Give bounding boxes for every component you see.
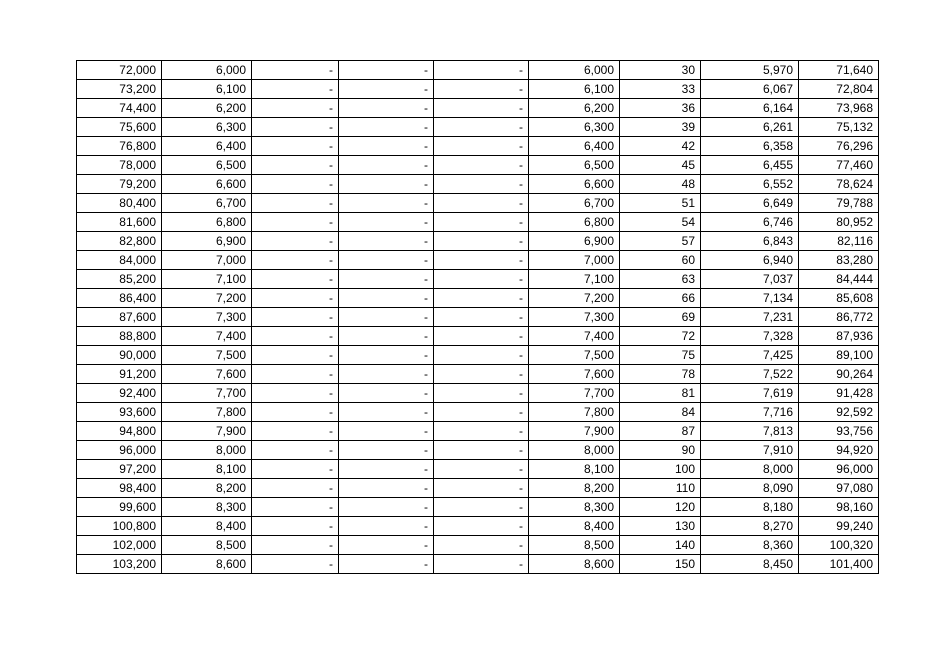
table-cell[interactable]: -: [252, 441, 339, 460]
table-cell[interactable]: -: [252, 460, 339, 479]
table-cell[interactable]: -: [434, 137, 529, 156]
table-cell[interactable]: 73,200: [77, 80, 162, 99]
table-cell[interactable]: 66: [620, 289, 701, 308]
table-cell[interactable]: 78,000: [77, 156, 162, 175]
table-cell[interactable]: -: [434, 460, 529, 479]
table-cell[interactable]: 48: [620, 175, 701, 194]
table-cell[interactable]: -: [339, 441, 434, 460]
table-cell[interactable]: -: [434, 289, 529, 308]
table-cell[interactable]: 78: [620, 365, 701, 384]
table-cell[interactable]: 6,400: [529, 137, 620, 156]
table-cell[interactable]: 90,000: [77, 346, 162, 365]
table-cell[interactable]: 97,080: [799, 479, 879, 498]
table-cell[interactable]: -: [339, 536, 434, 555]
table-cell[interactable]: 86,772: [799, 308, 879, 327]
table-cell[interactable]: -: [339, 365, 434, 384]
table-cell[interactable]: 81: [620, 384, 701, 403]
table-row: [77, 61, 879, 80]
table-cell[interactable]: -: [339, 422, 434, 441]
table-cell[interactable]: -: [434, 422, 529, 441]
table-cell[interactable]: -: [434, 175, 529, 194]
table-cell[interactable]: -: [339, 175, 434, 194]
table-cell[interactable]: 75: [620, 346, 701, 365]
table-cell[interactable]: -: [339, 80, 434, 99]
table-cell[interactable]: 6,300: [162, 118, 252, 137]
table-cell[interactable]: 71,640: [799, 61, 879, 80]
table-cell[interactable]: -: [252, 517, 339, 536]
table-cell[interactable]: -: [434, 118, 529, 137]
table-cell[interactable]: 6,000: [529, 61, 620, 80]
table-cell[interactable]: 83,280: [799, 251, 879, 270]
table-cell[interactable]: 85,200: [77, 270, 162, 289]
table-cell[interactable]: 92,400: [77, 384, 162, 403]
table-row: [77, 441, 879, 460]
table-cell[interactable]: 7,200: [529, 289, 620, 308]
table-cell[interactable]: -: [434, 232, 529, 251]
table-cell[interactable]: 93,756: [799, 422, 879, 441]
table-cell[interactable]: 79,788: [799, 194, 879, 213]
table-cell[interactable]: 90,264: [799, 365, 879, 384]
table-cell[interactable]: 91,200: [77, 365, 162, 384]
table-cell[interactable]: -: [434, 194, 529, 213]
table-cell[interactable]: 72: [620, 327, 701, 346]
table-cell[interactable]: 30: [620, 61, 701, 80]
table-cell[interactable]: -: [252, 175, 339, 194]
table-cell[interactable]: 54: [620, 213, 701, 232]
table-row: [77, 213, 879, 232]
table-cell[interactable]: -: [434, 156, 529, 175]
table-cell[interactable]: 7,813: [701, 422, 799, 441]
table-cell[interactable]: 6,358: [701, 137, 799, 156]
table-cell[interactable]: 85,608: [799, 289, 879, 308]
table-cell[interactable]: 6,800: [529, 213, 620, 232]
table-cell[interactable]: 6,261: [701, 118, 799, 137]
table-cell[interactable]: 7,100: [529, 270, 620, 289]
table-cell[interactable]: 76,296: [799, 137, 879, 156]
table-cell[interactable]: 8,100: [162, 460, 252, 479]
table-cell[interactable]: 7,500: [529, 346, 620, 365]
table-cell[interactable]: 8,300: [529, 498, 620, 517]
table-row: [77, 251, 879, 270]
table-row: [77, 365, 879, 384]
table-cell[interactable]: 6,800: [162, 213, 252, 232]
table-row: [77, 137, 879, 156]
table-cell[interactable]: 72,000: [77, 61, 162, 80]
table-cell[interactable]: 6,067: [701, 80, 799, 99]
table-cell[interactable]: 103,200: [77, 555, 162, 574]
table-cell[interactable]: -: [434, 80, 529, 99]
table-cell[interactable]: -: [252, 156, 339, 175]
table-cell[interactable]: -: [434, 441, 529, 460]
table-cell[interactable]: 7,000: [162, 251, 252, 270]
table-cell[interactable]: 78,624: [799, 175, 879, 194]
table-cell[interactable]: -: [339, 460, 434, 479]
table-cell[interactable]: 42: [620, 137, 701, 156]
table-cell[interactable]: 7,900: [529, 422, 620, 441]
table-cell[interactable]: 7,700: [162, 384, 252, 403]
table-cell[interactable]: 99,240: [799, 517, 879, 536]
table-cell[interactable]: -: [434, 99, 529, 118]
table-cell[interactable]: 7,800: [162, 403, 252, 422]
spreadsheet-sheet: [76, 60, 876, 594]
table-row: [77, 175, 879, 194]
table-cell[interactable]: 7,400: [162, 327, 252, 346]
table-row: [77, 422, 879, 441]
table-cell[interactable]: -: [339, 289, 434, 308]
table-cell[interactable]: 8,600: [162, 555, 252, 574]
table-cell[interactable]: 36: [620, 99, 701, 118]
table-cell[interactable]: -: [339, 270, 434, 289]
table-cell[interactable]: 96,000: [77, 441, 162, 460]
table-cell[interactable]: 8,200: [162, 479, 252, 498]
table-cell[interactable]: 8,400: [162, 517, 252, 536]
table-cell[interactable]: -: [252, 137, 339, 156]
table-cell[interactable]: 57: [620, 232, 701, 251]
table-cell[interactable]: 8,200: [529, 479, 620, 498]
table-cell[interactable]: 6,455: [701, 156, 799, 175]
table-row: [77, 118, 879, 137]
table-cell[interactable]: 33: [620, 80, 701, 99]
table-cell[interactable]: 7,200: [162, 289, 252, 308]
table-cell[interactable]: -: [434, 251, 529, 270]
table-row: [77, 346, 879, 365]
table-cell[interactable]: 6,600: [529, 175, 620, 194]
table-cell[interactable]: 6,746: [701, 213, 799, 232]
table-cell[interactable]: 92,592: [799, 403, 879, 422]
table-cell[interactable]: -: [252, 327, 339, 346]
table-cell[interactable]: -: [339, 517, 434, 536]
table-cell[interactable]: 6,000: [162, 61, 252, 80]
table-cell[interactable]: -: [252, 479, 339, 498]
table-cell[interactable]: 8,090: [701, 479, 799, 498]
table-cell[interactable]: 6,843: [701, 232, 799, 251]
table-cell[interactable]: 6,700: [529, 194, 620, 213]
table-cell[interactable]: 94,920: [799, 441, 879, 460]
table-cell[interactable]: -: [434, 61, 529, 80]
table-cell[interactable]: -: [434, 536, 529, 555]
table-cell[interactable]: 100,320: [799, 536, 879, 555]
table-row: [77, 308, 879, 327]
table-cell[interactable]: -: [434, 555, 529, 574]
table-row: [77, 555, 879, 574]
table-cell[interactable]: 8,300: [162, 498, 252, 517]
table-cell[interactable]: 88,800: [77, 327, 162, 346]
table-row: [77, 99, 879, 118]
table-cell[interactable]: -: [339, 232, 434, 251]
table-cell[interactable]: -: [252, 80, 339, 99]
table-cell[interactable]: -: [252, 403, 339, 422]
table-cell[interactable]: -: [339, 251, 434, 270]
table-cell[interactable]: 8,500: [162, 536, 252, 555]
table-cell[interactable]: -: [339, 308, 434, 327]
table-cell[interactable]: -: [252, 346, 339, 365]
table-cell[interactable]: 7,400: [529, 327, 620, 346]
table-cell[interactable]: 87,936: [799, 327, 879, 346]
table-cell[interactable]: -: [339, 327, 434, 346]
table-cell[interactable]: 7,900: [162, 422, 252, 441]
table-cell[interactable]: 81,600: [77, 213, 162, 232]
table-cell[interactable]: 7,231: [701, 308, 799, 327]
table-cell[interactable]: 7,328: [701, 327, 799, 346]
table-cell[interactable]: 7,100: [162, 270, 252, 289]
table-cell[interactable]: 8,500: [529, 536, 620, 555]
table-body: [77, 61, 879, 574]
table-cell[interactable]: 6,900: [162, 232, 252, 251]
table-cell[interactable]: -: [339, 118, 434, 137]
table-row: [77, 156, 879, 175]
table-cell[interactable]: 8,360: [701, 536, 799, 555]
table-cell[interactable]: 39: [620, 118, 701, 137]
table-cell[interactable]: 6,100: [162, 80, 252, 99]
table-cell[interactable]: 51: [620, 194, 701, 213]
table-row: [77, 384, 879, 403]
table-cell[interactable]: 7,037: [701, 270, 799, 289]
table-cell[interactable]: -: [434, 346, 529, 365]
table-cell[interactable]: 6,400: [162, 137, 252, 156]
table-cell[interactable]: 8,270: [701, 517, 799, 536]
table-cell[interactable]: 8,100: [529, 460, 620, 479]
table-cell[interactable]: -: [252, 289, 339, 308]
table-cell[interactable]: 94,800: [77, 422, 162, 441]
table-cell[interactable]: -: [339, 498, 434, 517]
table-cell[interactable]: 87,600: [77, 308, 162, 327]
table-cell[interactable]: 100,800: [77, 517, 162, 536]
table-cell[interactable]: 7,800: [529, 403, 620, 422]
table-cell[interactable]: 8,600: [529, 555, 620, 574]
table-cell[interactable]: 73,968: [799, 99, 879, 118]
table-cell[interactable]: 6,940: [701, 251, 799, 270]
table-cell[interactable]: 86,400: [77, 289, 162, 308]
table-cell[interactable]: 6,649: [701, 194, 799, 213]
table-cell[interactable]: 63: [620, 270, 701, 289]
table-cell[interactable]: -: [339, 213, 434, 232]
table-cell[interactable]: -: [252, 118, 339, 137]
table-cell[interactable]: 8,180: [701, 498, 799, 517]
table-cell[interactable]: -: [252, 270, 339, 289]
table-cell[interactable]: -: [252, 232, 339, 251]
table-cell[interactable]: 84,444: [799, 270, 879, 289]
table-cell[interactable]: 97,200: [77, 460, 162, 479]
table-cell[interactable]: -: [252, 99, 339, 118]
table-cell[interactable]: 91,428: [799, 384, 879, 403]
table-cell[interactable]: -: [339, 61, 434, 80]
table-cell[interactable]: 7,300: [162, 308, 252, 327]
table-cell[interactable]: 6,500: [529, 156, 620, 175]
table-cell[interactable]: -: [252, 213, 339, 232]
table-cell[interactable]: 101,400: [799, 555, 879, 574]
table-cell[interactable]: 7,425: [701, 346, 799, 365]
table-cell[interactable]: 7,600: [529, 365, 620, 384]
table-cell[interactable]: 74,400: [77, 99, 162, 118]
table-cell[interactable]: 7,600: [162, 365, 252, 384]
table-cell[interactable]: 7,910: [701, 441, 799, 460]
table-cell[interactable]: 60: [620, 251, 701, 270]
table-cell[interactable]: 99,600: [77, 498, 162, 517]
table-row: [77, 517, 879, 536]
table-cell[interactable]: 7,522: [701, 365, 799, 384]
table-cell[interactable]: 79,200: [77, 175, 162, 194]
table-cell[interactable]: 6,552: [701, 175, 799, 194]
table-cell[interactable]: 100: [620, 460, 701, 479]
table-cell[interactable]: 93,600: [77, 403, 162, 422]
table-cell[interactable]: 140: [620, 536, 701, 555]
table-cell[interactable]: 6,300: [529, 118, 620, 137]
table-row: [77, 498, 879, 517]
table-cell[interactable]: 90: [620, 441, 701, 460]
table-cell[interactable]: -: [339, 156, 434, 175]
table-row: [77, 536, 879, 555]
table-cell[interactable]: 150: [620, 555, 701, 574]
table-cell[interactable]: -: [252, 251, 339, 270]
table-cell[interactable]: 77,460: [799, 156, 879, 175]
table-cell[interactable]: -: [252, 384, 339, 403]
table-cell[interactable]: -: [252, 422, 339, 441]
table-cell[interactable]: -: [434, 270, 529, 289]
table-cell[interactable]: -: [339, 194, 434, 213]
table-cell[interactable]: 8,000: [162, 441, 252, 460]
table-cell[interactable]: -: [434, 517, 529, 536]
table-cell[interactable]: 87: [620, 422, 701, 441]
table-cell[interactable]: 6,500: [162, 156, 252, 175]
table-cell[interactable]: 98,160: [799, 498, 879, 517]
table-cell[interactable]: 6,700: [162, 194, 252, 213]
table-cell[interactable]: 84: [620, 403, 701, 422]
table-row: [77, 327, 879, 346]
table-cell[interactable]: 6,200: [162, 99, 252, 118]
table-cell[interactable]: 8,400: [529, 517, 620, 536]
table-cell[interactable]: -: [434, 498, 529, 517]
table-cell[interactable]: -: [434, 365, 529, 384]
table-cell[interactable]: 120: [620, 498, 701, 517]
table-cell[interactable]: 8,000: [529, 441, 620, 460]
table-cell[interactable]: 130: [620, 517, 701, 536]
table-cell[interactable]: 7,500: [162, 346, 252, 365]
data-table: [76, 60, 879, 574]
table-cell[interactable]: -: [434, 479, 529, 498]
table-cell[interactable]: -: [252, 498, 339, 517]
table-cell[interactable]: 6,600: [162, 175, 252, 194]
table-cell[interactable]: -: [252, 194, 339, 213]
table-cell[interactable]: 7,716: [701, 403, 799, 422]
table-cell[interactable]: -: [434, 327, 529, 346]
table-row: [77, 194, 879, 213]
table-cell[interactable]: 7,700: [529, 384, 620, 403]
table-cell[interactable]: -: [434, 384, 529, 403]
table-cell[interactable]: 80,400: [77, 194, 162, 213]
table-cell[interactable]: 102,000: [77, 536, 162, 555]
table-row: [77, 80, 879, 99]
table-cell[interactable]: -: [252, 308, 339, 327]
table-cell[interactable]: 72,804: [799, 80, 879, 99]
table-cell[interactable]: -: [339, 403, 434, 422]
table-cell[interactable]: -: [339, 555, 434, 574]
table-cell[interactable]: 6,900: [529, 232, 620, 251]
table-cell[interactable]: -: [339, 346, 434, 365]
table-cell[interactable]: -: [434, 403, 529, 422]
table-cell[interactable]: -: [252, 61, 339, 80]
table-cell[interactable]: 6,164: [701, 99, 799, 118]
table-cell[interactable]: 76,800: [77, 137, 162, 156]
table-cell[interactable]: 7,300: [529, 308, 620, 327]
table-cell[interactable]: 5,970: [701, 61, 799, 80]
table-row: [77, 403, 879, 422]
table-cell[interactable]: -: [339, 479, 434, 498]
table-cell[interactable]: -: [252, 365, 339, 384]
table-cell[interactable]: 110: [620, 479, 701, 498]
table-cell[interactable]: -: [339, 384, 434, 403]
table-cell[interactable]: -: [252, 555, 339, 574]
table-cell[interactable]: 45: [620, 156, 701, 175]
table-cell[interactable]: 75,600: [77, 118, 162, 137]
table-cell[interactable]: 8,450: [701, 555, 799, 574]
table-cell[interactable]: 7,619: [701, 384, 799, 403]
table-cell[interactable]: -: [434, 308, 529, 327]
table-cell[interactable]: 6,200: [529, 99, 620, 118]
table-row: [77, 460, 879, 479]
table-cell[interactable]: -: [339, 99, 434, 118]
table-cell[interactable]: 69: [620, 308, 701, 327]
table-cell[interactable]: 7,134: [701, 289, 799, 308]
table-row: [77, 232, 879, 251]
table-cell[interactable]: 80,952: [799, 213, 879, 232]
table-cell[interactable]: 98,400: [77, 479, 162, 498]
table-row: [77, 289, 879, 308]
table-cell[interactable]: 8,000: [701, 460, 799, 479]
table-cell[interactable]: 6,100: [529, 80, 620, 99]
table-cell[interactable]: 84,000: [77, 251, 162, 270]
table-cell[interactable]: -: [252, 536, 339, 555]
table-cell[interactable]: 96,000: [799, 460, 879, 479]
table-cell[interactable]: 75,132: [799, 118, 879, 137]
table-cell[interactable]: 89,100: [799, 346, 879, 365]
table-row: [77, 270, 879, 289]
table-row: [77, 479, 879, 498]
table-cell[interactable]: -: [434, 213, 529, 232]
table-cell[interactable]: 82,116: [799, 232, 879, 251]
table-cell[interactable]: 7,000: [529, 251, 620, 270]
table-cell[interactable]: 82,800: [77, 232, 162, 251]
table-cell[interactable]: -: [339, 137, 434, 156]
